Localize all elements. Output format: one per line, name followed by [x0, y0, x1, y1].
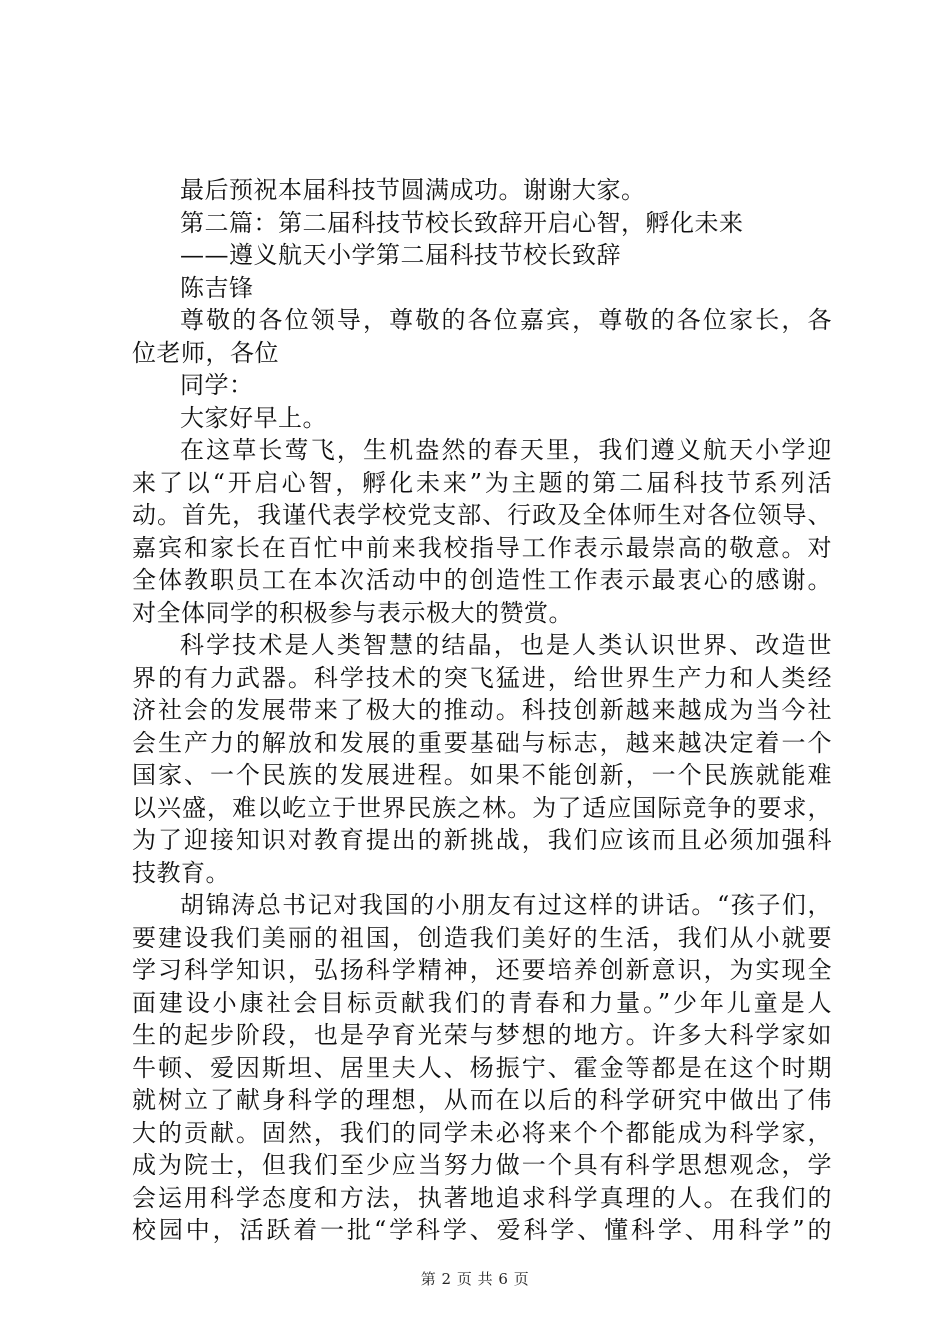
- text-line: 要建设我们美丽的祖国，创造我们美好的生活，我们从小就要: [132, 923, 832, 952]
- document-body: [132, 174, 832, 1247]
- text-line: 动。首先，我谨代表学校党支部、行政及全体师生对各位领导、: [132, 501, 832, 529]
- text-line: ——遵义航天小学第二届科技节校长致辞: [180, 241, 621, 269]
- text-line: 同学：: [180, 371, 254, 399]
- page-footer: 第 2 页 共 6 页: [420, 1270, 530, 1288]
- text-line: 第二篇：第二届科技节校长致辞开启心智，孵化未来: [180, 208, 744, 237]
- text-line: 生的起步阶段，也是孕育光荣与梦想的地方。许多大科学家如: [132, 1021, 832, 1049]
- text-line: 校园中，活跃着一批“学科学、爱科学、懂科学、用科学”的: [132, 1216, 832, 1244]
- text-line: 会生产力的解放和发展的重要基础与标志，越来越决定着一个: [132, 728, 832, 757]
- text-line: 济社会的发展带来了极大的推动。科技创新越来越成为当今社: [132, 696, 832, 724]
- text-line: 陈吉锋: [180, 273, 254, 302]
- text-line: 国家、一个民族的发展进程。如果不能创新，一个民族就能难: [132, 761, 832, 789]
- text-line: 尊敬的各位领导，尊敬的各位嘉宾，尊敬的各位家长，各: [180, 306, 832, 334]
- text-line: 大的贡献。固然，我们的同学未必将来个个都能成为科学家，: [132, 1118, 832, 1147]
- text-line: 位老师，各位: [132, 338, 279, 367]
- text-line: 成为院士，但我们至少应当努力做一个具有科学思想观念，学: [132, 1151, 832, 1179]
- text-line: 就树立了献身科学的理想，从而在以后的科学研究中做出了伟: [132, 1086, 832, 1114]
- text-line: 学习科学知识，弘扬科学精神，还要培养创新意识，为实现全: [132, 956, 832, 984]
- text-line: 以兴盛，难以屹立于世界民族之林。为了适应国际竞争的要求，: [132, 793, 832, 822]
- text-line: 对全体同学的积极参与表示极大的赞赏。: [132, 598, 573, 627]
- text-line: 嘉宾和家长在百忙中前来我校指导工作表示最崇高的敬意。对: [132, 533, 832, 562]
- text-line: 最后预祝本届科技节圆满成功。谢谢大家。: [180, 176, 646, 204]
- text-line: 来了以“开启心智，孵化未来”为主题的第二届科技节系列活: [132, 468, 832, 497]
- text-line: 全体教职员工在本次活动中的创造性工作表示最衷心的感谢。: [132, 566, 832, 594]
- text-line: 会运用科学态度和方法，执著地追求科学真理的人。在我们的: [132, 1183, 832, 1212]
- text-line: 为了迎接知识对教育提出的新挑战，我们应该而且必须加强科: [132, 826, 832, 854]
- text-line: 在这草长莺飞，生机盎然的春天里，我们遵义航天小学迎: [180, 436, 832, 464]
- text-line: 牛顿、爱因斯坦、居里夫人、杨振宁、霍金等都是在这个时期: [132, 1053, 832, 1082]
- text-line: 胡锦涛总书记对我国的小朋友有过这样的讲话。“孩子们，: [180, 891, 832, 919]
- text-line: 界的有力武器。科学技术的突飞猛进，给世界生产力和人类经: [132, 663, 832, 692]
- text-line: 面建设小康社会目标贡献我们的青春和力量。”少年儿童是人: [132, 988, 832, 1017]
- text-line: 大家好早上。: [180, 403, 327, 432]
- text-line: 科学技术是人类智慧的结晶，也是人类认识世界、改造世: [180, 631, 832, 659]
- text-line: 技教育。: [132, 858, 230, 887]
